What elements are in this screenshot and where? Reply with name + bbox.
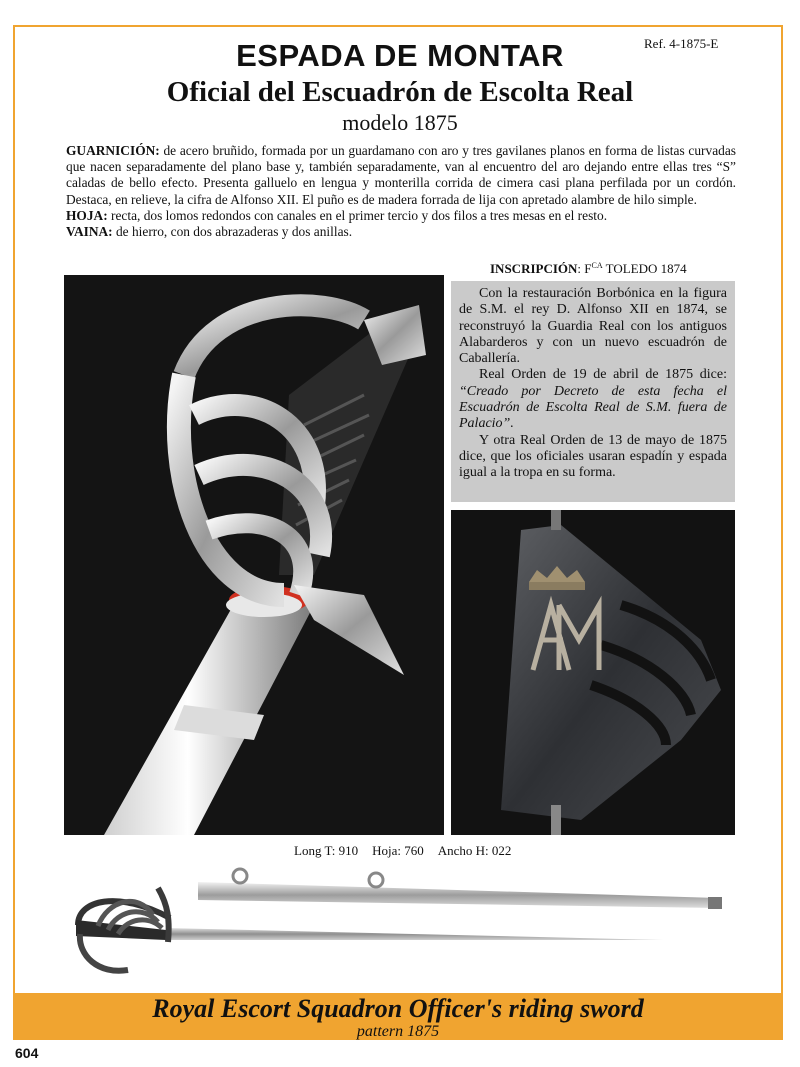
hoja-label: HOJA: xyxy=(66,207,108,223)
hilt-photo xyxy=(64,275,444,835)
hoja-paragraph xyxy=(66,208,736,224)
inscription-sep: : F xyxy=(577,261,592,276)
history-paragraph-2 xyxy=(459,367,727,432)
reference-number: Ref. 4-1875-E xyxy=(644,36,719,51)
hoja-text: recta, dos lomos redondos con canales en el primer tercio y dos filos a tres mesas en el resto. xyxy=(107,207,608,223)
sword-illustration xyxy=(58,860,748,982)
english-title-banner xyxy=(13,993,783,1040)
guarnicion-text: de acero bruñido, formada por un guardamano con aro y tres gavilanes planos en forma de listas curvadas que nacen separadamente del plano base y, también separadamente, van al encuentro del aro dejando entre ellas tres “S” caladas de bello efecto. Presenta galluelo en lengua y monterilla corrida de cimera casi plana perfilada por un cordón. Destaca, en relieve, la cifra de Alfonso XII. El puño es de madera forrada de lija con apretado alambre de hilo simple. xyxy=(66,143,736,207)
inscription-sup: CA xyxy=(591,261,603,270)
blade-width: Ancho H: 022 xyxy=(437,843,512,858)
guarnicion-label: GUARNICIÓN: xyxy=(66,143,160,158)
vaina-label: VAINA: xyxy=(66,224,113,240)
history-paragraph-3: Y otra Real Orden de 13 de mayo de 1875 dice, que los oficiales usaran espadín y espada igual a la tropa en su forma. xyxy=(459,432,727,481)
guarnicion-paragraph xyxy=(66,143,736,208)
page-number: 604 xyxy=(15,1045,39,1061)
english-title: Royal Escort Squadron Officer's riding sword xyxy=(152,994,644,1023)
inscription-value: TOLEDO 1874 xyxy=(602,261,687,276)
vaina-text: de hierro, con dos abrazaderas y dos anillas. xyxy=(112,224,353,240)
page-subtitle: Oficial del Escuadrón de Escolta Real xyxy=(166,76,634,108)
sword-and-scabbard-photo xyxy=(58,860,748,982)
history-p2-intro: Real Orden de 19 de abril de 1875 dice: xyxy=(479,367,727,383)
dimensions xyxy=(294,843,525,859)
guard-cipher-photo xyxy=(451,510,735,835)
hilt-illustration xyxy=(64,275,444,835)
history-box xyxy=(451,281,735,502)
history-p2-quote: “Creado por Decreto de esta fecha el Escuadrón de Escolta Real de S.M. fuera de Palacio”. xyxy=(459,383,727,432)
guard-illustration xyxy=(451,510,735,835)
page-title: ESPADA DE MONTAR xyxy=(236,38,564,73)
total-length: Long T: 910 xyxy=(294,843,359,858)
inscription-label: INSCRIPCIÓN xyxy=(490,261,578,276)
description xyxy=(66,143,736,240)
inscription xyxy=(490,261,687,277)
vaina-paragraph xyxy=(66,224,736,240)
blade-length: Hoja: 760 xyxy=(372,843,424,858)
english-subtitle: pattern 1875 xyxy=(356,1023,440,1040)
model-year: modelo 1875 xyxy=(342,110,458,135)
history-paragraph-1: Con la restauración Borbónica en la figura de S.M. el rey D. Alfonso XII en 1874, se reconstruyó la Guardia Real con los antiguos Alabarderos y con un nuevo escuadrón de Caballería. xyxy=(459,286,727,367)
